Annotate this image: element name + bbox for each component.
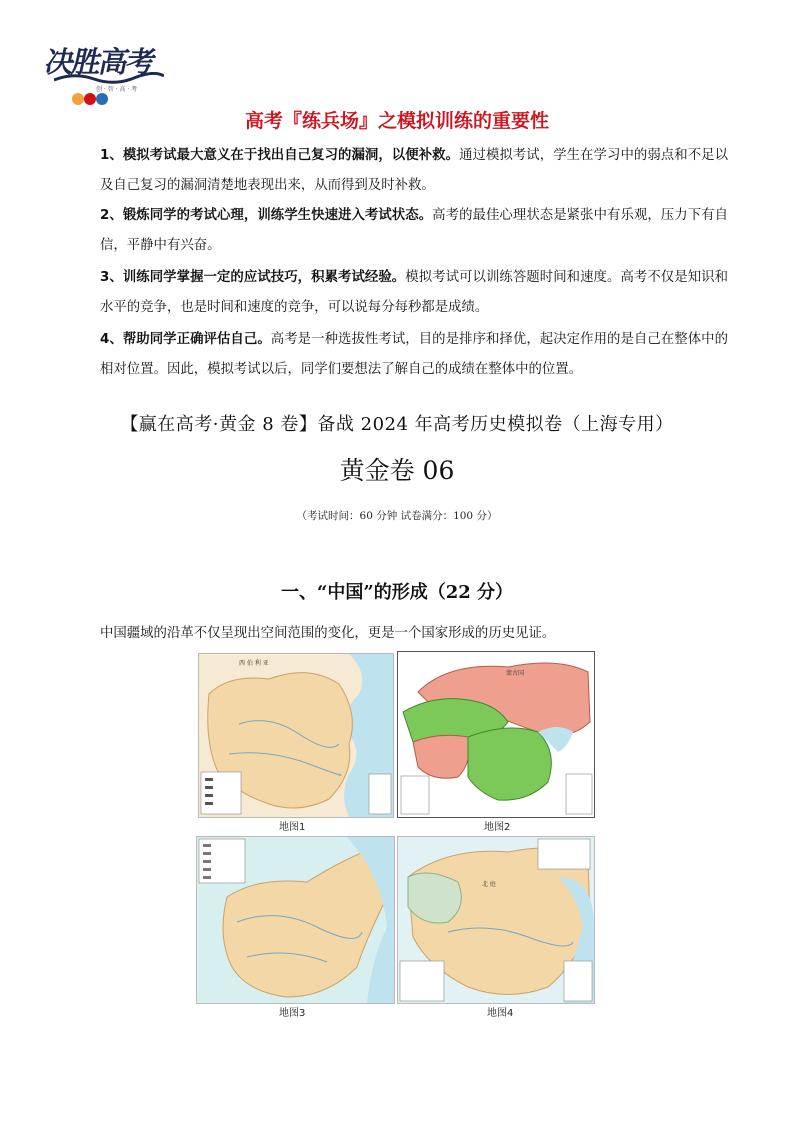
map-4-label: 北 庭 bbox=[482, 881, 496, 888]
map-3-caption: 地图3 bbox=[279, 1008, 306, 1019]
point-4-bold: 4、帮助同学正确评估自己。 bbox=[100, 332, 271, 347]
point-4-text: 高考是一种选拔性考试，目的是排序和择优，起决定作用的是自己在整体中的相对位置。因此，模拟考试以后，同学们要想法了解自己的成绩在整体中的位置。 bbox=[100, 332, 728, 377]
point-3-bold: 3、训练同学掌握一定的应试技巧，积累考试经验。 bbox=[100, 270, 406, 285]
map-3-image bbox=[197, 837, 394, 1003]
logo-subtext: 创 · 智 · 高 · 考 bbox=[96, 86, 138, 93]
point-1-bold: 1、模拟考试最大意义在于找出自己复习的漏洞，以便补救。 bbox=[100, 148, 460, 163]
map-4-image bbox=[398, 837, 594, 1003]
logo bbox=[42, 38, 164, 112]
point-2-bold: 2、锻炼同学的考试心理，训练学生快速进入考试状态。 bbox=[100, 208, 433, 223]
exam-meta: （考试时间：60 分钟 试卷满分：100 分） bbox=[296, 510, 498, 522]
map-2-caption: 地图2 bbox=[484, 822, 511, 833]
point-3 bbox=[100, 263, 728, 323]
map-1-image bbox=[199, 654, 393, 817]
point-4 bbox=[100, 325, 728, 385]
map-2-label: 蒙古国 bbox=[506, 670, 525, 677]
exam-header: 【赢在高考·黄金 8 卷】备战 2024 年高考历史模拟卷（上海专用） bbox=[120, 414, 674, 435]
banner-title: 高考『练兵场』之模拟训练的重要性 bbox=[244, 110, 549, 132]
point-2 bbox=[100, 201, 728, 261]
map-1 bbox=[198, 653, 394, 818]
map-3 bbox=[196, 836, 395, 1004]
point-1 bbox=[100, 141, 728, 201]
section-intro: 中国疆域的沿革不仅呈现出空间范围的变化，更是一个国家形成的历史见证。 bbox=[100, 626, 556, 641]
section-title: 一、“中国”的形成（22 分） bbox=[280, 582, 514, 603]
map-1-caption: 地图1 bbox=[279, 822, 306, 833]
map-4 bbox=[397, 836, 595, 1004]
point-3-text: 模拟考试可以训练答题时间和速度。高考不仅是知识和水平的竞争，也是时间和速度的竞争，可以说每分每秒都是成绩。 bbox=[100, 270, 728, 315]
map-2 bbox=[397, 651, 595, 818]
map-4-caption: 地图4 bbox=[487, 1008, 514, 1019]
exam-title: 黄金卷 06 bbox=[339, 456, 455, 485]
point-1-text: 通过模拟考试，学生在学习中的弱点和不足以及自己复习的漏洞清楚地表现出来，从而得到及时补救。 bbox=[100, 148, 728, 193]
map-2-image bbox=[398, 652, 594, 817]
logo-text: 决胜高考 bbox=[42, 45, 158, 79]
map-1-label: 西 伯 利 亚 bbox=[239, 660, 269, 667]
point-2-text: 高考的最佳心理状态是紧张中有乐观，压力下有自信，平静中有兴奋。 bbox=[100, 208, 728, 253]
